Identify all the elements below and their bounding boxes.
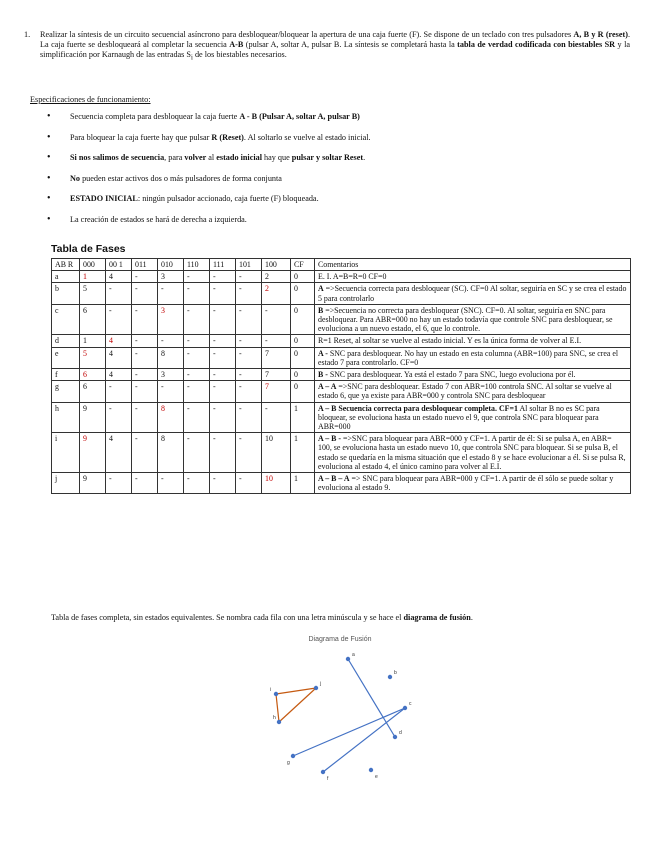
table-header-cell: 011 <box>132 259 158 271</box>
table-cell: 1 <box>80 271 106 283</box>
table-row <box>52 335 631 347</box>
comment-cell: B =>Secuencia no correcta para desbloquear (SNC). CF=0. Al soltar, seguiría en SNC para desbloquear. Para ABR=000 no hay un estado todavía que controle SNC para desbloquear, se evoluciona a un nuevo estado, el 6, que lo controle. <box>315 304 631 335</box>
state-cell: d <box>52 335 80 347</box>
diagram-edge <box>323 708 405 772</box>
diagram-node <box>274 692 278 696</box>
table-cell: - <box>132 347 158 368</box>
table-cell: - <box>184 347 210 368</box>
table-cell: - <box>132 283 158 304</box>
diagram-node-label: a <box>352 652 355 658</box>
table-cell: 4 <box>106 369 132 381</box>
table-row <box>52 271 631 283</box>
table-cell: - <box>132 271 158 283</box>
table-cell: 9 <box>80 433 106 473</box>
spec-item: • Si nos salimos de secuencia, para volver al estado inicial hay que pulsar y soltar Reset. <box>30 153 630 174</box>
diagram-title: Diagrama de Fusión <box>308 636 372 643</box>
table-cell: 4 <box>106 335 132 347</box>
diagram-node-label: g <box>287 760 290 766</box>
table-cell: 4 <box>106 271 132 283</box>
diagram-node-label: d <box>399 730 402 736</box>
specs-list <box>30 112 630 235</box>
table-cell: 0 <box>291 271 315 283</box>
table-cell: - <box>132 402 158 433</box>
table-cell: - <box>184 283 210 304</box>
table-cell: - <box>106 473 132 494</box>
table-cell: - <box>132 304 158 335</box>
table-header-cell: 101 <box>236 259 262 271</box>
table-cell: - <box>236 283 262 304</box>
table-cell: - <box>210 271 236 283</box>
table-cell: - <box>236 369 262 381</box>
specs-title: Especificaciones de funcionamiento: <box>30 95 151 104</box>
table-cell: - <box>236 402 262 433</box>
comment-cell: B - SNC para desbloquear. Ya está el estado 7 para SNC, luego evoluciona por él. <box>315 369 631 381</box>
table-cell: 8 <box>158 347 184 368</box>
diagram-node <box>393 735 397 739</box>
table-cell: - <box>184 335 210 347</box>
spec-item: • Secuencia completa para desbloquear la caja fuerte A - B (Pulsar A, soltar A, pulsar B) <box>30 112 630 133</box>
table-row <box>52 304 631 335</box>
table-cell: 1 <box>291 473 315 494</box>
table-row <box>52 369 631 381</box>
table-row <box>52 473 631 494</box>
table-cell: 8 <box>158 433 184 473</box>
table-header-cell: Comentarios <box>315 259 631 271</box>
table-cell: - <box>210 304 236 335</box>
table-cell: 5 <box>80 283 106 304</box>
table-cell: - <box>158 381 184 402</box>
table-cell: 2 <box>262 271 291 283</box>
table-cell: 0 <box>291 283 315 304</box>
state-cell: g <box>52 381 80 402</box>
diagram-node <box>369 768 373 772</box>
diagram-node <box>346 657 350 661</box>
comment-cell: A =>Secuencia correcta para desbloquear (SC). CF=0 Al soltar, seguiría en SC y se crea el estado 5 para controlarlo <box>315 283 631 304</box>
comment-cell: A – A =>SNC para desbloquear. Estado 7 con ABR=100 controla SNC. Al soltar se vuelve al estado 6, que ya existe para ABR=000 y controla SNC para desbloquear <box>315 381 631 402</box>
table-cell: - <box>236 433 262 473</box>
table-cell: - <box>262 304 291 335</box>
table-cell: 7 <box>262 369 291 381</box>
state-cell: h <box>52 402 80 433</box>
diagram-node <box>388 675 392 679</box>
spec-item: • Para bloquear la caja fuerte hay que pulsar R (Reset). Al soltarlo se vuelve al estado inicial. <box>30 133 630 154</box>
diagram-edge <box>276 694 279 722</box>
table-cell: 6 <box>80 369 106 381</box>
comment-cell: A – B - =>SNC para bloquear para ABR=000 y CF=1. A partir de él: Si se pulsa A, en ABR= 100, se evoluciona hasta un estado nuevo 10, que controla SNC para bloquear. Si se pulsa B, el estado se quedaría en la misma situación que el estado 8 y se hace evolucionar a él. Si se pulsa R, evoluciona al estado 4, el único camino para volver al E.I. <box>315 433 631 473</box>
problem-statement <box>24 30 630 64</box>
diagram-node-label: e <box>375 774 378 780</box>
table-cell: 4 <box>106 433 132 473</box>
comment-cell: E. I. A=B=R=0 CF=0 <box>315 271 631 283</box>
table-cell: - <box>236 304 262 335</box>
comment-cell: A - SNC para desbloquear. No hay un estado en esta columna (ABR=100) para SNC, se crea el estado 7 para controlarlo. CF=0 <box>315 347 631 368</box>
table-header-cell: 010 <box>158 259 184 271</box>
table-cell: - <box>184 304 210 335</box>
diagram-node-label: j <box>320 681 322 687</box>
table-cell: - <box>184 402 210 433</box>
table-cell: - <box>132 381 158 402</box>
table-row <box>52 402 631 433</box>
table-title: Tabla de Fases <box>51 243 126 255</box>
diagram-node-label: i <box>270 687 272 693</box>
diagram-node <box>321 770 325 774</box>
table-cell: - <box>184 271 210 283</box>
table-header-row <box>52 259 631 271</box>
diagram-node-label: b <box>394 670 397 676</box>
table-cell: - <box>158 473 184 494</box>
comment-cell: A – B – A => SNC para bloquear para ABR=000 y CF=1. A partir de él sólo se puede soltar y evoluciona al estado 9. <box>315 473 631 494</box>
table-cell: 1 <box>80 335 106 347</box>
spec-item: • ESTADO INICIAL: ningún pulsador accionado, caja fuerte (F) bloqueada. <box>30 194 630 215</box>
comment-cell: R=1 Reset, al soltar se vuelve al estado inicial. Y es la única forma de volver al E.I. <box>315 335 631 347</box>
comment-cell: A – B Secuencia correcta para desbloquear completa. CF=1 Al soltar B no es SC para bloquear, se evoluciona hasta un estado nuevo el 9, que controla SNC para bloquear para ABR=000 <box>315 402 631 433</box>
table-cell: - <box>236 335 262 347</box>
table-cell: - <box>262 335 291 347</box>
table-header-cell: 000 <box>80 259 106 271</box>
table-cell: - <box>106 381 132 402</box>
table-cell: 8 <box>158 402 184 433</box>
table-cell: 10 <box>262 473 291 494</box>
state-cell: e <box>52 347 80 368</box>
table-cell: 3 <box>158 369 184 381</box>
table-cell: 9 <box>80 402 106 433</box>
table-footnote: Tabla de fases completa, sin estados equivalentes. Se nombra cada fila con una letra minúscula y se hace el diagrama de fusión. <box>51 613 473 622</box>
phase-table <box>51 258 631 494</box>
table-header-cell: 110 <box>184 259 210 271</box>
diagram-node-label: f <box>327 776 329 782</box>
table-cell: 9 <box>80 473 106 494</box>
table-cell: - <box>236 381 262 402</box>
table-cell: - <box>184 369 210 381</box>
table-cell: 0 <box>291 347 315 368</box>
table-cell: 1 <box>291 433 315 473</box>
table-row <box>52 381 631 402</box>
problem-text: Realizar la síntesis de un circuito secuencial asíncrono para desbloquear/bloquear la apertura de una caja fuerte (F). Se dispone de un teclado con tres pulsadores A, B y R (reset). La caja fuerte se desbloqueará al completar la secuencia A-B (pulsar A, soltar A, pulsar B. La síntesis se completará hasta la tabla de verdad codificada con biestables SR y la simplificación por Karnaugh de las entradas $S_i$ de los biestables necesarios. <box>40 30 630 63</box>
state-cell: j <box>52 473 80 494</box>
state-cell: b <box>52 283 80 304</box>
table-cell: - <box>210 335 236 347</box>
table-cell: 5 <box>80 347 106 368</box>
diagram-node-label: h <box>273 715 276 721</box>
table-row <box>52 347 631 368</box>
table-cell: - <box>210 381 236 402</box>
spec-item: • No pueden estar activos dos o más pulsadores de forma conjunta <box>30 174 630 195</box>
state-cell: c <box>52 304 80 335</box>
table-cell: - <box>158 335 184 347</box>
table-cell: - <box>210 347 236 368</box>
table-cell: - <box>210 473 236 494</box>
table-cell: - <box>132 473 158 494</box>
table-cell: - <box>106 304 132 335</box>
table-cell: 0 <box>291 381 315 402</box>
table-cell: 0 <box>291 304 315 335</box>
table-cell: - <box>210 369 236 381</box>
diagram-node <box>291 754 295 758</box>
table-header-cell: 111 <box>210 259 236 271</box>
state-cell: i <box>52 433 80 473</box>
table-cell: 4 <box>106 347 132 368</box>
table-cell: - <box>236 347 262 368</box>
table-cell: - <box>236 473 262 494</box>
diagram-node-label: c <box>409 701 412 707</box>
table-cell: - <box>132 335 158 347</box>
fusion-diagram <box>255 630 425 790</box>
table-cell: 10 <box>262 433 291 473</box>
diagram-edge <box>348 659 395 737</box>
table-cell: - <box>236 271 262 283</box>
table-cell: 2 <box>262 283 291 304</box>
table-cell: 7 <box>262 381 291 402</box>
table-header-cell: 00 1 <box>106 259 132 271</box>
table-cell: - <box>184 381 210 402</box>
state-cell: a <box>52 271 80 283</box>
diagram-node <box>314 686 318 690</box>
table-cell: - <box>132 433 158 473</box>
table-cell: 6 <box>80 381 106 402</box>
table-cell: - <box>158 283 184 304</box>
table-row <box>52 433 631 473</box>
table-cell: 0 <box>291 335 315 347</box>
table-header-cell: CF <box>291 259 315 271</box>
table-cell: - <box>184 473 210 494</box>
diagram-node <box>403 706 407 710</box>
table-cell: - <box>262 402 291 433</box>
table-cell: 6 <box>80 304 106 335</box>
table-cell: - <box>210 283 236 304</box>
problem-number: 1. <box>24 30 31 39</box>
table-cell: - <box>210 433 236 473</box>
table-cell: 3 <box>158 304 184 335</box>
table-cell: - <box>184 433 210 473</box>
table-cell: 7 <box>262 347 291 368</box>
diagram-node <box>277 720 281 724</box>
table-cell: 0 <box>291 369 315 381</box>
table-cell: 1 <box>291 402 315 433</box>
table-cell: - <box>210 402 236 433</box>
table-header-cell: AB R <box>52 259 80 271</box>
diagram-edge <box>293 708 405 756</box>
table-row <box>52 283 631 304</box>
table-header-cell: 100 <box>262 259 291 271</box>
spec-item: • La creación de estados se hará de derecha a izquierda. <box>30 215 630 236</box>
table-cell: - <box>132 369 158 381</box>
table-cell: - <box>106 402 132 433</box>
table-cell: - <box>106 283 132 304</box>
table-cell: 3 <box>158 271 184 283</box>
state-cell: f <box>52 369 80 381</box>
